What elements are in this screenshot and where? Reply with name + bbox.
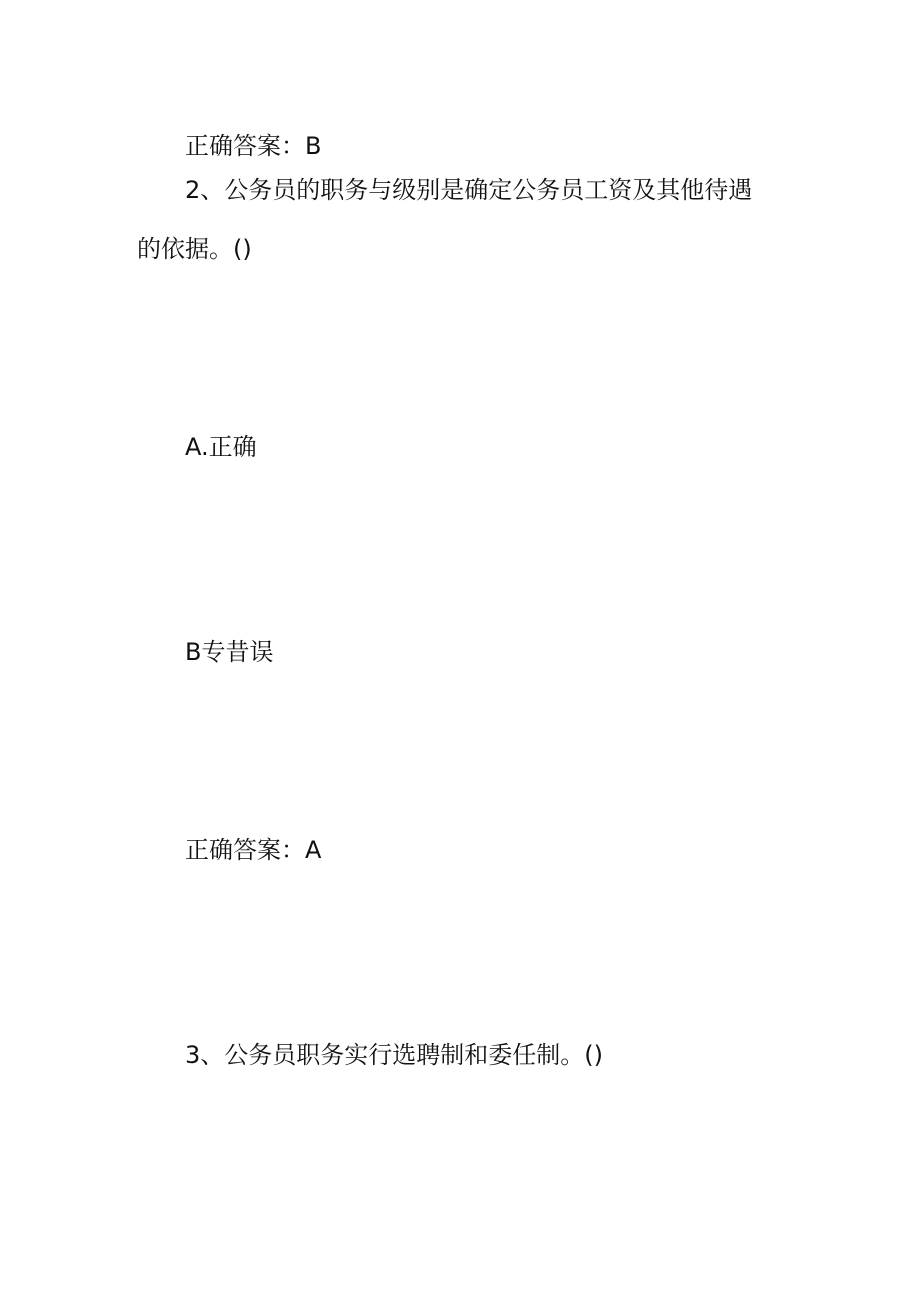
q2-question-line-2: 的依据。() — [137, 235, 252, 263]
q2-option-b: B专昔误 — [185, 638, 274, 666]
q2-correct-answer: 正确答案：A — [185, 836, 322, 864]
q1-correct-answer: 正确答案：B — [185, 132, 322, 160]
q3-question-line-1: 3、公务员职务实行选聘制和委任制。() — [185, 1041, 603, 1069]
q2-question-line-1: 2、公务员的职务与级别是确定公务员工资及其他待遇 — [185, 176, 753, 204]
q2-option-a: A.正确 — [185, 433, 257, 461]
